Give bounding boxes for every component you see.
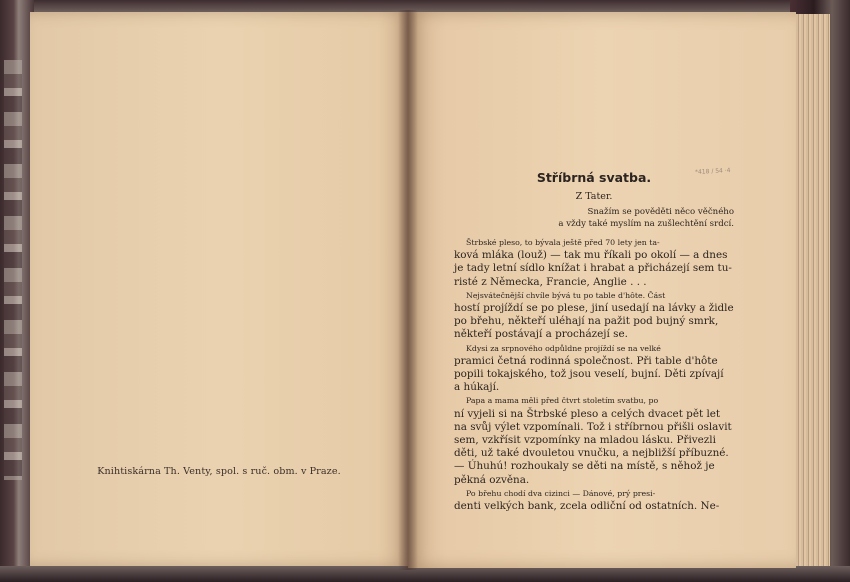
text-line: Štrbské pleso, to bývala ještě před 70 lety jen ta- — [466, 238, 660, 247]
text-line: někteří postávají a procházejí se. — [454, 328, 628, 341]
text-line: pramici četná rodinná společnost. Při table d'hôte — [454, 354, 718, 367]
page-edges — [796, 14, 830, 566]
text-line: je tady letní sídlo knížat i hrabat a přicházejí sem tu- — [454, 262, 732, 275]
epigraph — [454, 206, 734, 230]
text-line: Nejsvátečnější chvíle bývá tu po table d'hôte. Část — [466, 290, 666, 300]
epigraph-line: a vždy také myslím na zušlechtění srdcí. — [558, 219, 734, 229]
printer-imprint: Knihtiskárna Th. Venty, spol. s ruč. obm. v Praze. — [97, 466, 341, 477]
text-line: na svůj výlet vzpomínali. Tož i stříbrnou přišli oslavit — [454, 420, 732, 433]
text-line: hostí projíždí se po plese, jiní usedají na lávky a židle — [454, 302, 734, 315]
text-line: sem, vzkřísit vzpomínky na mladou lásku. Přivezli — [454, 434, 716, 447]
book-cover-top — [0, 0, 850, 12]
body-text — [454, 236, 734, 513]
text-line: popili tokajského, tož jsou veselí, bujní. Děti zpívají — [454, 368, 724, 381]
text-line: po břehu, někteří uléhají na pažit pod bujný smrk, — [454, 315, 719, 328]
text-line: ní vyjeli si na Štrbské pleso a celých dvacet pět let — [454, 407, 721, 420]
chapter-title: Stříbrná svatba. — [536, 170, 652, 185]
text-line: a húkají. — [454, 381, 500, 394]
text-line: Papa a mama měli před čtvrt stoletím svatbu, po — [466, 396, 659, 406]
book-spine — [398, 10, 418, 570]
text-line: risté z Německa, Francie, Anglie . . . — [454, 275, 647, 288]
chapter-text — [454, 170, 734, 513]
left-page — [30, 12, 408, 566]
book-cover-bottom — [0, 566, 850, 582]
text-line: denti velkých bank, zcela odliční od ostatních. Ne- — [454, 500, 720, 513]
book-cover-left — [0, 0, 34, 582]
text-line: — Úhuhú! rozhoukaly se děti na místě, s něhož je — [454, 460, 715, 473]
pencil-note: *418 / 54 ·4 — [694, 167, 731, 176]
text-line: děti, už také dvouletou vnučku, a nejbližší příbuzné. — [454, 447, 729, 460]
text-line: Kdysi za srpnového odpůldne projíždí se na velké — [466, 343, 661, 353]
epigraph-line: Snažím se pověděti něco věčného — [587, 207, 734, 217]
text-line: ková mláka (louž) — tak mu říkali po okolí — a dnes — [454, 249, 728, 262]
text-line: pěkná ozvěna. — [454, 473, 530, 486]
chapter-subtitle: Z Tater. — [575, 191, 613, 202]
text-line: Po břehu chodí dva cizinci — Dánové, prý presi- — [466, 488, 656, 498]
